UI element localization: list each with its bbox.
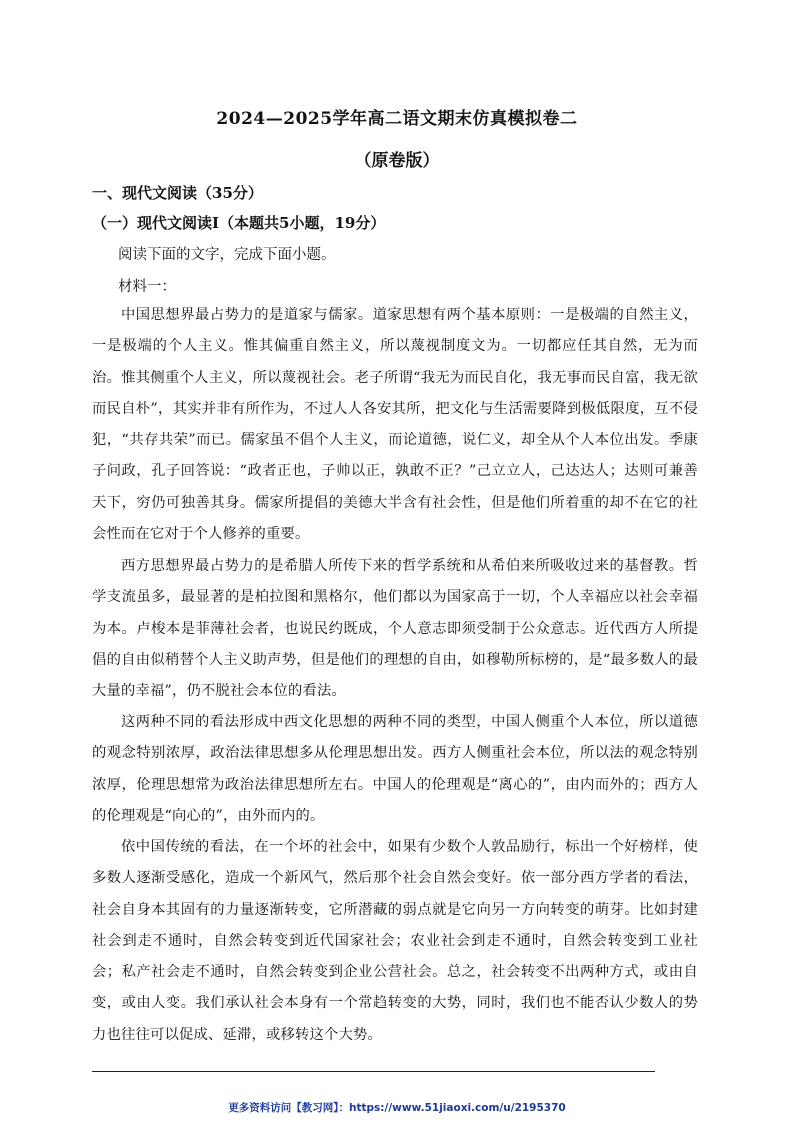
subsection-heading: （一）现代文阅读Ⅰ（本题共5小题，19分） [92,214,386,232]
paragraph-4: 依中国传统的看法，在一个坏的社会中，如果有少数个人敦品励行，标出一个好榜样，使多数人逐渐受感化，造成一个新风气，然后那个社会自然会变好。依一部分西方学者的看法，社会自身本其固有的力量逐渐转变，它所潜藏的弱点就是它向另一方向转变的萌芽。比如封建社会到走不通时，自然会转变到近代国家社会；农业社会到走不通时，自然会转变到工业社会；私产社会走不通时，自然会转变到企业公营社会。总之，社会转变不出两种方式，或由自变，或由人变。我们承认社会本身有一个常趋转变的大势，同时，我们也不能否认少数人的势力也往往可以促成、延滞，或移转这个大势。 [92,839,698,1043]
footer-link[interactable]: 更多资料访问【教习网】：https://www.51jiaoxi.com/u/2195370 [228,1102,566,1114]
section-heading: 一、现代文阅读（35分） [92,184,263,202]
exam-title: 2024—2025学年高二语文期末仿真模拟卷二 [216,109,578,129]
material-label: 材料一： [118,279,176,295]
paragraph-2: 西方思想界最占势力的是希腊人所传下来的哲学系统和从希伯来所吸收过来的基督教。哲学支流虽多，最显著的是柏拉图和黑格尔，他们都以为国家高于一切，个人幸福应以社会幸福为本。卢梭本是菲薄社会者，也说民约既成，个人意志即须受制于公众意志。近代西方人所提倡的自由似稍替个人主义助声势，但是他们的理想的自由，如穆勒所标榜的，是“最多数人的最大量的幸福”，仍不脱社会本位的看法。 [92,558,698,700]
paragraph-1: 中国思想界最占势力的是道家与儒家。道家思想有两个基本原则：一是极端的自然主义，一是极端的个人主义。惟其偏重自然主义，所以蔑视制度文为。一切都应任其自然，无为而治。惟其侧重个人主义，所以蔑视社会。老子所谓“我无为而民自化，我无事而民自富，我无欲而民自朴”，其实并非有所作为，不过人人各安其所，把文化与生活需要降到极低限度，互不侵犯，“共存共荣”而已。儒家虽不倡个人主义，而论道德，说仁义，却全从个人本位出发。季康子问政，孔子回答说：“政者正也，子帅以正，孰敢不正？”己立立人，己达达人；达则可兼善天下，穷仍可独善其身。儒家所提倡的美德大半含有社会性，但是他们所着重的却不在它的社会性而在它对于个人修养的重要。 [92,307,698,543]
exam-subtitle: （原卷版） [354,151,440,171]
footer-divider [92,1071,655,1072]
reading-instruction: 阅读下面的文字，完成下面小题。 [118,247,336,263]
paragraph-3: 这两种不同的看法形成中西文化思想的两种不同的类型，中国人侧重个人本位，所以道德的观念特别浓厚，政治法律思想多从伦理思想出发。西方人侧重社会本位，所以法的观念特别浓厚，伦理思想常为政治法律思想所左右。中国人的伦理观是“离心的”，由内而外的；西方人的伦理观是“向心的”，由外而内的。 [92,714,698,824]
